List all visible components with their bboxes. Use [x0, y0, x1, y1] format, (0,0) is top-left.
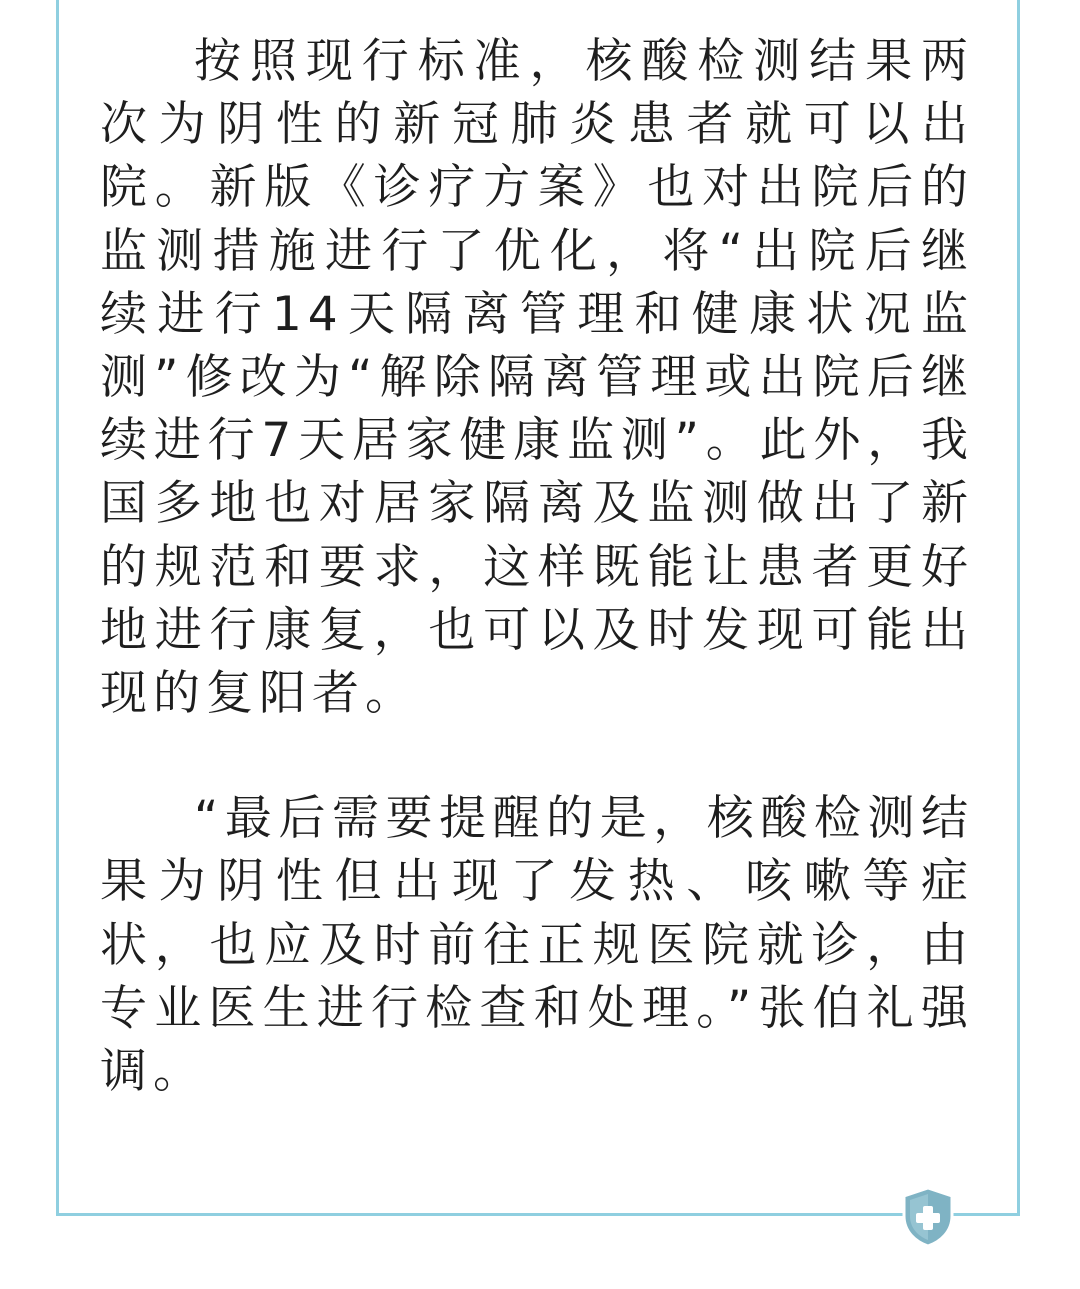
article-paragraph-2: “最后需要提醒的是，核酸检测结果为阴性但出现了发热、咳嗽等症状，也应及时前往正规医院就诊，由专业医生进行检查和处理。”张伯礼强调。 [100, 791, 974, 1100]
article-paragraph-1: 按照现行标准，核酸检测结果两次为阴性的新冠肺炎患者就可以出院。新版《诊疗方案》也对出院后的监测措施进行了优化，将“出院后继续进行14天隔离管理和健康状况监测”修改为“解除隔离管理或出院后继续进行7天居家健康监测”。此外，我国多地也对居家隔离及监测做出了新的规范和要求，这样既能让患者更好地进行康复，也可以及时发现可能出现的复阳者。 [100, 34, 974, 722]
article-body [100, 30, 974, 1103]
shield-plus-icon [900, 1186, 956, 1248]
